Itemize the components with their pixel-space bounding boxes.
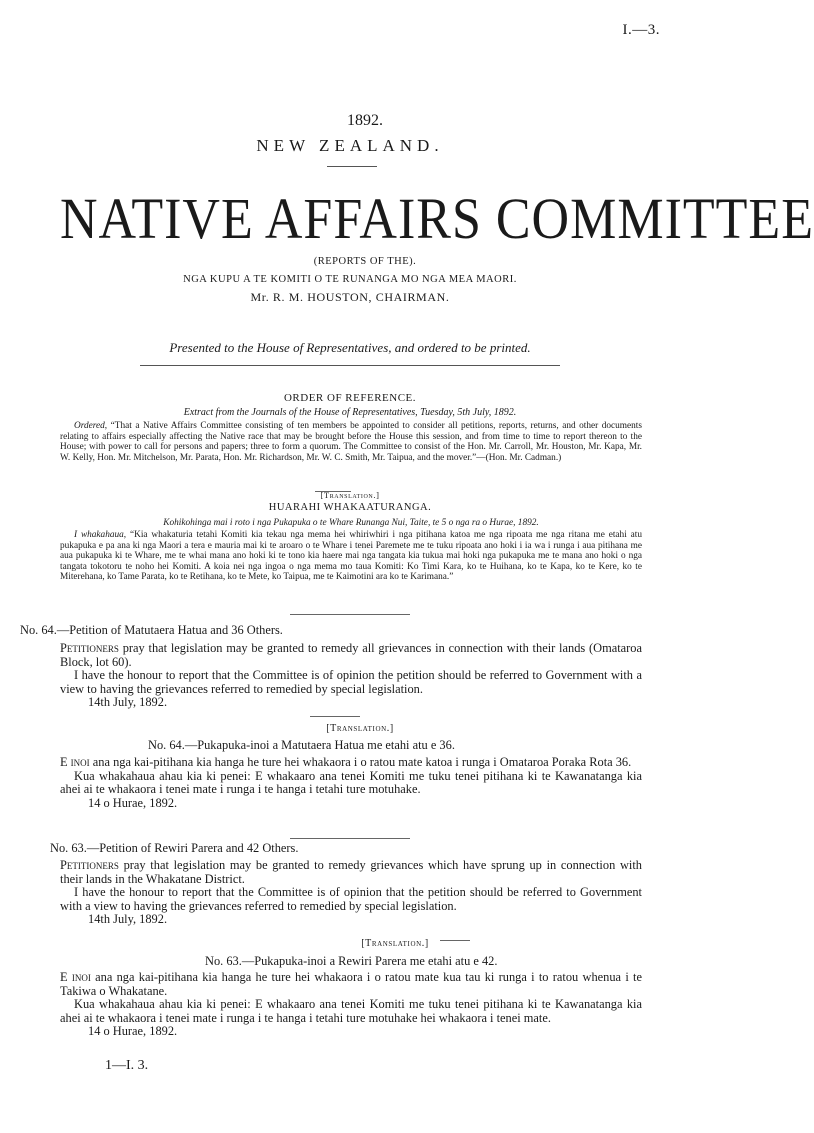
- divider: [290, 614, 410, 615]
- maori-title: NGA KUPU A TE KOMITI O TE RUNANGA MO NGA MEA MAORI.: [183, 274, 517, 285]
- signature-reference: 1—I. 3.: [105, 1058, 149, 1073]
- petition-63-heading: No. 63.—Petition of Rewiri Parera and 42 Others.: [50, 841, 299, 855]
- divider: [290, 838, 410, 839]
- petition-64-maori-body: [60, 756, 642, 810]
- main-title: NATIVE AFFAIRS COMMITTEE: [60, 187, 814, 252]
- ordered-label: Ordered,: [74, 421, 108, 431]
- petition-63-date: 14th July, 1892.: [88, 912, 168, 927]
- divider: [310, 716, 360, 717]
- petition-64-maori-report: Kua whakahaua ahau kia ki penei: E whakaaro ana tenei Komiti me tuku tenei pitihana ki te Kawanatanga kia ahei ai te whakaora i tenei mate i runga i te hanga i tetahi ture motuhake.: [60, 768, 642, 797]
- maori-ordered-label: I whakahaua,: [74, 530, 127, 540]
- maori-first-words: E inoi: [60, 970, 91, 984]
- petitioners-word: Petitioners: [60, 858, 119, 872]
- maori-ordered-text: “Kia whakaturia tetahi Komiti kia tekau nga mema hei whiriwhiri i nga pitihana katoa me nga ripoata me nga ritana me etahi atu pukapuka e pa ana ki nga Maori a tera e mauria mai ki te aroaro o te Whare i tenei Paremete me te tuku ripoata ano hoki i ia wa i runga i aua pitihana me aua pukapuka ki te Whare, me te whai mana ano hoki ki te tono kia haere mai nga tangata kia tukua mai hoki nga pukapuka me te mana ano hoki o nga tangata tokotoru te noho hei Komiti. A koia nei nga ingoa o nga mema mo taua Komiti: Ko Timi Kara, ko te Huihana, ko te Kapa, ko te Kere, ko te Miterehana, ko Tame Parata, ko te Retihana, ko te Mete, ko Taipua, me te Kaimotini ara ko te Karimana.”: [60, 530, 642, 583]
- petition-63-maori-date: 14 o Hurae, 1892.: [88, 1024, 178, 1039]
- order-title: ORDER OF REFERENCE.: [283, 392, 417, 404]
- page-reference: I.—3.: [622, 22, 660, 38]
- ordered-text: “That a Native Affairs Committee consisting of ten members be appointed to consider all petitions, reports, returns, and other documents relating to affairs especially affecting the Native race that may be brought before the House this session, and from time to time to report thereon to the House; with power to call for persons and papers; three to form a quorum. The Committee to consist of the Hon. Mr. Carroll, Mr. Houston, Mr. Kapa, Mr. W. Kelly, Hon. Mr. Mitchelson, Mr. Parata, Hon. Mr. Richardson, Mr. W. C. Smith, Mr. Taipua, and the mover.”—(Hon. Mr. Cadman.): [60, 421, 643, 463]
- petition-64-maori-heading: No. 64.—Pukapuka-inoi a Matutaera Hatua me etahi atu e 36.: [148, 738, 455, 752]
- divider: [327, 166, 377, 167]
- petition-63-body: [60, 859, 642, 927]
- petition-63-translation-label: [Translation.]: [361, 938, 429, 949]
- petition-64-translation-label: [Translation.]: [326, 723, 394, 734]
- order-extract: Extract from the Journals of the House of Representatives, Tuesday, 5th July, 1892.: [183, 407, 517, 418]
- maori-extract: Kohikohinga mai i roto i nga Pukapuka o te Whare Runanga Nui, Taite, te 5 o nga ra o Hurae, 1892.: [163, 518, 539, 528]
- petition-64-body: [60, 642, 642, 710]
- petition-63-maori-prayer: ana nga kai-pitihana kia hanga he ture hei whakaora i o ratou mate kua tau ki runga i to ratou whenua i te Takiwa o Whakatane.: [60, 970, 642, 998]
- petition-64-date: 14th July, 1892.: [88, 695, 168, 710]
- maori-first-words: E inoi: [60, 755, 90, 769]
- country: NEW ZEALAND.: [256, 136, 444, 155]
- petition-64-report: I have the honour to report that the Committee is of opinion the petition should be referred to Government with a view to having the grievances referred to remedied by special legislation.: [60, 668, 642, 696]
- order-paragraph: [60, 421, 642, 463]
- petition-64-maori-date: 14 o Hurae, 1892.: [88, 795, 178, 810]
- petition-64-maori-prayer: ana nga kai-pitihana kia hanga he ture hei whakaora i o ratou mate katoa i runga i Omataroa Poraka Rota 36.: [92, 755, 632, 769]
- petition-63-maori-report: Kua whakahaua ahau kia ki penei: E whakaaro ana tenei Komiti me tuku tenei pitihana ki te Kawanatanga kia ahei ai te whakaora i tenei mate i runga i te hanga i tetahi ture motuhake hei whakaora i tenei mate.: [60, 997, 642, 1025]
- petition-63-maori-body: [60, 971, 642, 1039]
- year: 1892.: [347, 112, 383, 129]
- petition-63-maori-heading: No. 63.—Pukapuka-inoi a Rewiri Parera me etahi atu e 42.: [205, 954, 498, 968]
- petition-63-report: I have the honour to report that the Committee is of opinion that the petition should be referred to Government with a view to having the grievances referred to remedied by special legislation.: [60, 885, 642, 913]
- chairman: Mr. R. M. HOUSTON, CHAIRMAN.: [250, 290, 450, 304]
- subtitle: (REPORTS OF THE).: [313, 256, 417, 267]
- maori-order-paragraph: [60, 530, 642, 583]
- petitioners-word: Petitioners: [60, 641, 119, 655]
- petition-64-prayer: pray that legislation may be granted to remedy all grievances in connection with their lands (Omataroa Block, lot 60).: [60, 641, 642, 669]
- translation-label: [Translation.]: [320, 490, 380, 500]
- petition-63-prayer: pray that legislation may be granted to remedy grievances which have sprung up in connection with their lands in the Whakatane District.: [60, 858, 642, 886]
- presented-note: Presented to the House of Representatives, and ordered to be printed.: [169, 340, 531, 355]
- maori-order-heading: HUARAHI WHAKAATURANGA.: [268, 502, 432, 513]
- divider: [140, 365, 560, 366]
- petition-64-heading: No. 64.—Petition of Matutaera Hatua and 36 Others.: [20, 623, 283, 637]
